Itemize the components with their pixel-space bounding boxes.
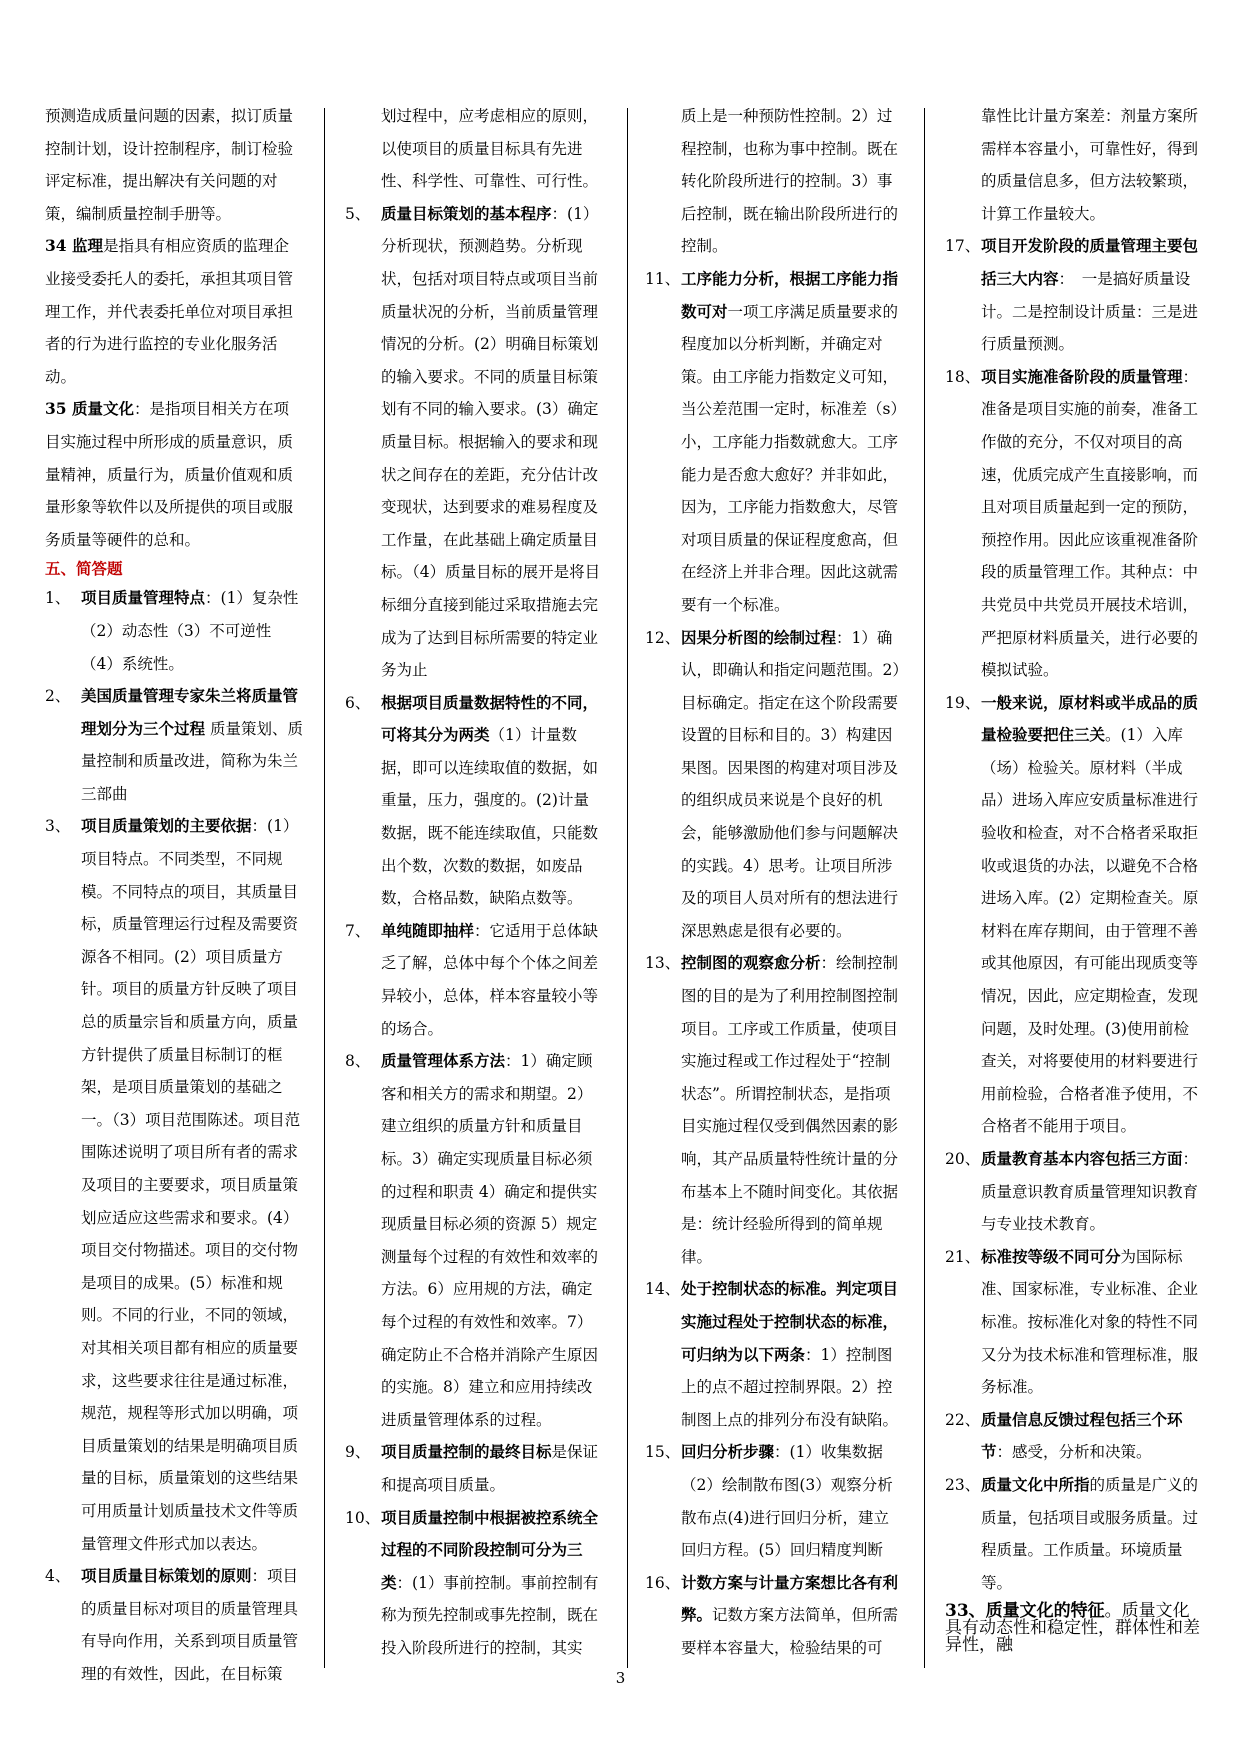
column-4 — [945, 100, 1201, 1654]
list-item: 18、 项目实施准备阶段的质量管理：准备是项目实施的前奏，准备工作做的充分，不仅对项目的高速，优质完成产生直接影响，而且对项目质量起到一定的预防，预控作用。因此应该重视准备阶段的质量管理工作。其种点：中共党员中共党员开展技术培训，严把原材料质量关，进行必要的模拟试验。 — [945, 366, 1199, 680]
page-number: 3 — [615, 1669, 626, 1687]
list-item: 20、 质量教育基本内容包括三方面：质量意识教育质量管理知识教育与专业技术教育。 — [945, 1149, 1199, 1234]
term-35: 35 质量文化：是指项目相关方在项目实施过程中所形成的质量意识，质量精神，质量行为，质量价值观和质量形象等软件以及所提供的项目或服务质量等硬件的总和。 — [45, 399, 294, 549]
list-item: 9、 项目质量控制的最终目标是保证和提高项目质量。 — [345, 1442, 599, 1494]
paragraph: 靠性比计量方案差：剂量方案所需样本容量小，可靠性好，得到的质量信息多，但方法较繁琐，计算工作量较大。 — [981, 107, 1199, 223]
column-3 — [645, 100, 903, 1665]
column-divider-2 — [627, 108, 628, 1668]
list-item: 21、 标准按等级不同可分为国际标准、国家标准，专业标准、企业标准。按标准化对象的特性不同又分为技术标准和管理标准，服务标准。 — [945, 1246, 1199, 1397]
paragraph: 质上是一种预防性控制。2）过程控制，也称为事中控制。既在转化阶段所进行的控制。3）事后控制，既在输出阶段所进行的控制。 — [681, 107, 899, 256]
list-item: 8、 质量管理体系方法：1）确定顾客和相关方的需求和期望。2）建立组织的质量方针和质量目标。3）确定实现质量目标必须的过程和职责 4）确定和提供实现质量目标必须的资源 5）规定测量每个过程的有效性和效率的方法。6）应用规的方法，确定每个过程的有效性和效率。7）确定防止不合格并消除产生原因的实施。8）建立和应用持续改进质量管理体系的过程。 — [345, 1051, 599, 1429]
list-item: 10、 项目质量控制中根据被控系统全过程的不同阶段控制可分为三类：(1）事前控制。事前控制有称为预先控制或事先控制，既在投入阶段所进行的控制，其实 — [345, 1507, 599, 1657]
list-item: 14、 处于控制状态的标准。判定项目实施过程处于控制状态的标准，可归纳为以下两条：1）控制图上的点不超过控制界限。2）控制图上点的排列分布没有缺陷。 — [645, 1279, 899, 1429]
column-1 — [45, 100, 303, 1691]
list-item: 12、 因果分析图的绘制过程：1）确认，即确认和指定问题范围。2）目标确定。指定在这个阶段需要设置的目标和目的。3）构建因果图。因果图的构建对项目涉及的组织成员来说是个良好的机会，能够激励他们参与问题解决的实践。4）思考。让项目所涉及的项目人员对所有的想法进行深思熟虑是很有必要的。 — [645, 627, 901, 940]
list-item: 6、 根据项目质量数据特性的不同，可将其分为两类（1）计量数据，即可以连续取值的数据，如重量，压力，强度的。(2)计量数据，既不能连续取值，只能数出个数，次数的数据，如废品数，合格品数，缺陷点数等。 — [345, 692, 599, 908]
column-divider-3 — [924, 108, 925, 1668]
list-item: 5、 质量目标策划的基本程序：(1）分析现状，预测趋势。分析现状，包括对项目特点或项目当前质量状况的分析，当前质量管理情况的分析。(2）明确目标策划的输入要求。不同的质量目标策划有不同的输入要求。(3）确定质量目标。根据输入的要求和现状之间存在的差距，充分估计改变现状，达到要求的难易程度及工作量，在此基础上确定质量目标。（4）质量目标的展开是将目标细分直接到能过采取措施去完成为了达到目标所需要的特定业务为止 — [345, 203, 601, 680]
list-item: 23、 质量文化中所指的质量是广义的质量，包括项目或服务质量。过程质量。工作质量。环境质量等。 — [945, 1474, 1199, 1592]
section-heading: 五、简答题 — [45, 559, 123, 579]
list-item: 13、 控制图的观察愈分析：绘制控制图的目的是为了利用控制图控制项目。工序或工作质量，使项目实施过程或工作过程处于“控制状态”。所谓控制状态，是指项目实施过程仅受到偶然因素的影响，其产品质量特性统计量的分布基本上不随时间变化。其依据是：统计经验所得到的简单规律。 — [645, 953, 899, 1266]
list-item: 22、 质量信息反馈过程包括三个环节：感受，分析和决策。 — [945, 1409, 1183, 1462]
term-34: 34 监理是指具有相应资质的监理企业接受委托人的委托，承担其项目管理工作，并代表委托单位对项目承担者的行为进行监控的专业化服务活动。 — [45, 236, 294, 386]
paragraph: 划过程中，应考虑相应的原则，以使项目的质量目标具有先进性、科学性、可靠性、可行性。 — [381, 107, 599, 191]
paragraph: 预测造成质量问题的因素，拟订质量控制计划，设计控制程序，制订检验评定标准，提出解决有关问题的对策，编制质量控制手册等。 — [45, 107, 294, 223]
list-item: 2、 美国质量管理专家朱兰将质量管理划分为三个过程 质量策划、质量控制和质量改进，简称为朱兰三部曲 — [45, 686, 303, 803]
column-divider-1 — [324, 108, 325, 1668]
list-item: 16、 计数方案与计量方案想比各有利弊。记数方案方法简单，但所需要样本容量大，检验结果的可 — [645, 1572, 899, 1657]
list-item: 7、 单纯随即抽样：它适用于总体缺乏了解，总体中每个个体之间差异较小，总体，样本容量较小等的场合。 — [345, 920, 599, 1038]
list-item: 3、 项目质量策划的主要依据：(1）项目特点。不同类型，不同规模。不同特点的项目，其质量目标，质量管理运行过程及需要资源各不相同。(2）项目质量方针。项目的质量方针反映了项目总的质量宗旨和质量方向，质量方针提供了质量目标制订的框架，是项目质量策划的基础之一。（3）项目范围陈述。项目范围陈述说明了项目所有者的需求及项目的主要要求，项目质量策划应适应这些需求和要求。(4）项目交付物描述。项目的交付物是项目的成果。(5）标准和规则。不同的行业，不同的领域，对其相关项目都有相应的质量要求，这些要求往往是通过标准，规范，规程等形式加以明确，项目质量策划的结果是明确项目质量的目标，质量策划的这些结果可用质量计划质量技术文件等质量管理文件形式加以表达。 — [45, 816, 301, 1553]
column-2 — [345, 100, 603, 1665]
list-item: 1、 项目质量管理特点：(1）复杂性（2）动态性（3）不可逆性（4）系统性。 — [45, 588, 299, 673]
list-item: 11、 工序能力分析，根据工序能力指数可对一项工序满足质量要求的程度加以分析判断，并确定对策。由工序能力指数定义可知，当公差范围一定时，标准差（s）小，工序能力指数就愈大。工序能力是否愈大愈好？并非如此，因为，工序能力指数愈大，尽管对项目质量的保证程度愈高，但在经济上并非合理。因此这就需要有一个标准。 — [645, 268, 899, 614]
list-item: 4、 项目质量目标策划的原则：项目的质量目标对项目的质量管理具有导向作用，关系到项目质量管理的有效性，因此，在目标策 — [45, 1566, 299, 1683]
list-item: 17、 项目开发阶段的质量管理主要包括三大内容： 一是搞好质量设计。二是控制设计质量：三是进行质量预测。 — [945, 236, 1199, 354]
term-33: 33、质量文化的特征。质量文化具有动态性和稳定性，群体性和差异性，融 — [945, 1601, 1200, 1656]
list-item: 15、 回归分析步骤：(1）收集数据（2）绘制散布图(3）观察分析散布点(4)进行回归分析，建立回归方程。(5）回归精度判断 — [645, 1442, 893, 1560]
list-item: 19、 一般来说，原材料或半成品的质量检验要把住三关。(1）入库（场）检验关。原材料（半成品）进场入库应安质量标准进行验收和检查，对不合格者采取拒收或退货的办法，以避免不合格进场入库。(2）定期检查关。原材料在库存期间，由于管理不善或其他原因，有可能出现质变等情况，因此，应定期检查，发现问题，及时处理。(3)使用前检查关，对将要使用的材料要进行用前检验，合格者准予使用，不合格者不能用于项目。 — [945, 692, 1199, 1136]
